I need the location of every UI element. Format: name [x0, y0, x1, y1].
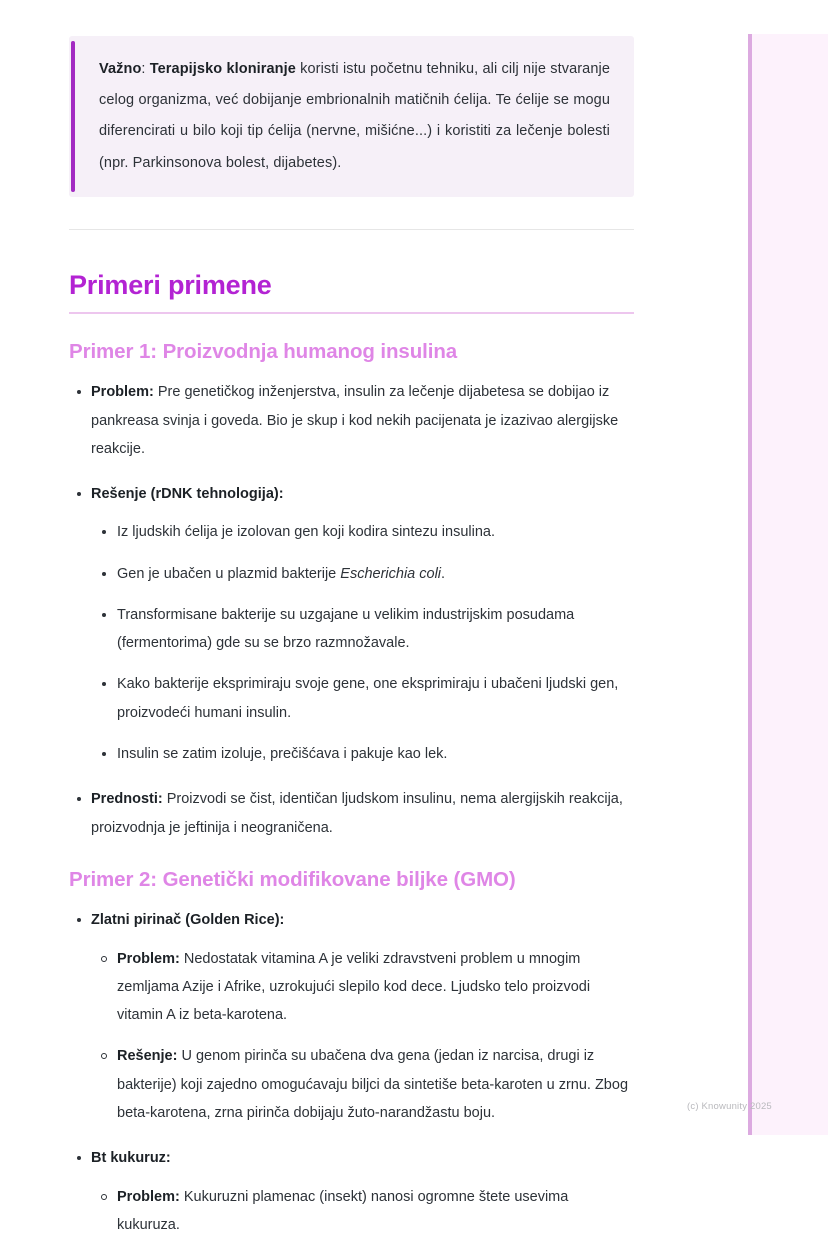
- golden-rice-label: Zlatni pirinač (Golden Rice):: [91, 912, 285, 929]
- callout-label: Važno: [99, 61, 142, 77]
- list-item: [91, 785, 634, 842]
- footer-credit: (c) Knowunity 2025: [687, 1101, 772, 1112]
- example1-list: [69, 378, 634, 841]
- example1-problem-label: Problem:: [91, 384, 154, 401]
- step-post: .: [441, 565, 446, 582]
- callout-body: koristi istu početnu tehniku, ali cilj nije stvaranje celog organizma, već dobijanje embrionalnih matičnih ćelija. Te ćelije se mogu diferencirati u bilo koji tip ćelija (nervne, mišićne...) i koristiti za lečenje bolesti (npr. Parkinsonova bolest, dijabetes).: [99, 61, 610, 171]
- callout-term: Terapijsko kloniranje: [149, 61, 296, 77]
- section-title-underline: [69, 312, 634, 314]
- golden-rice-sublist: [91, 945, 634, 1128]
- section-divider: [69, 229, 634, 230]
- callout-label-separator: :: [141, 61, 150, 77]
- page-edge-strip-line: [748, 34, 752, 1135]
- step-text: Insulin se zatim izoluje, prečišćava i pakuje kao lek.: [117, 745, 448, 762]
- golden-rice-solution-label: Rešenje:: [117, 1048, 178, 1065]
- list-item: [117, 740, 634, 768]
- section-title: Primeri primene: [69, 269, 272, 300]
- step-text: Transformisane bakterije su uzgajane u velikim industrijskim posudama (fermentorima) gde su se brzo razmnožavale.: [117, 606, 575, 652]
- list-item: [91, 480, 634, 768]
- step-italic: Escherichia coli: [340, 565, 442, 582]
- list-item: [91, 906, 634, 1127]
- step-text: Gen je ubačen u plazmid bakterije: [117, 565, 341, 582]
- example1-advantages-text: Proizvodi se čist, identičan ljudskom insulinu, nema alergijskih reakcija, proizvodnja je jeftinija i neograničena.: [91, 791, 623, 836]
- golden-rice-problem-label: Problem:: [117, 950, 180, 967]
- important-callout: [69, 36, 634, 197]
- step-text: Kako bakterije eksprimiraju svoje gene, one eksprimiraju i ubačeni ljudski gen, proizvodeći humani insulin.: [117, 676, 619, 721]
- callout-accent-bar: [71, 41, 75, 192]
- document-content: [69, 0, 634, 1256]
- list-item: [117, 560, 634, 588]
- list-item: [91, 378, 634, 463]
- list-item: [117, 518, 634, 546]
- list-item: [117, 1042, 634, 1127]
- example2-list: [69, 906, 634, 1239]
- example1-problem-text: Pre genetičkog inženjerstva, insulin za lečenje dijabetesa se dobijao iz pankreasa svinja i goveda. Bio je skup i kod nekih pacijenata je izazivao alergijske reakcije.: [91, 384, 619, 457]
- golden-rice-problem-text: Nedostatak vitamina A je veliki zdravstveni problem u mnogim zemljama Azije i Afrike, uzrokujući slepilo kod dece. Ljudsko telo proizvodi vitamin A iz beta-karotena.: [117, 950, 591, 1024]
- bt-corn-problem-text: Kukuruzni plamenac (insekt) nanosi ogromne štete usevima kukuruza.: [117, 1188, 569, 1233]
- example1-solution-label: Rešenje (rDNK tehnologija):: [91, 486, 284, 503]
- list-item: [117, 945, 634, 1030]
- step-text: Iz ljudskih ćelija je izolovan gen koji kodira sintezu insulina.: [117, 524, 496, 541]
- bt-corn-label: Bt kukuruz:: [91, 1150, 171, 1167]
- list-item: [117, 670, 634, 727]
- list-item: [91, 1144, 634, 1239]
- golden-rice-solution-text: U genom pirinča su ubačena dva gena (jedan iz narcisa, drugi iz bakterije) koji zajedno omogućavaju biljci da sintetiše beta-karoten u zrnu. Zbog beta-karotena, zrna pirinča dobijaju žuto-narandžastu boju.: [117, 1048, 629, 1121]
- example1-advantages-label: Prednosti:: [91, 791, 163, 808]
- page-edge-strip: [748, 34, 828, 1135]
- bt-corn-problem-label: Problem:: [117, 1188, 180, 1205]
- example1-steps-list: [91, 518, 634, 768]
- list-item: [117, 1183, 634, 1240]
- list-item: [117, 601, 634, 658]
- callout-paragraph: [99, 54, 610, 179]
- example1-heading: Primer 1: Proizvodnja humanog insulina: [69, 339, 458, 363]
- bt-corn-sublist: [91, 1183, 634, 1240]
- example2-heading: Primer 2: Genetički modifikovane biljke (GMO): [69, 867, 516, 891]
